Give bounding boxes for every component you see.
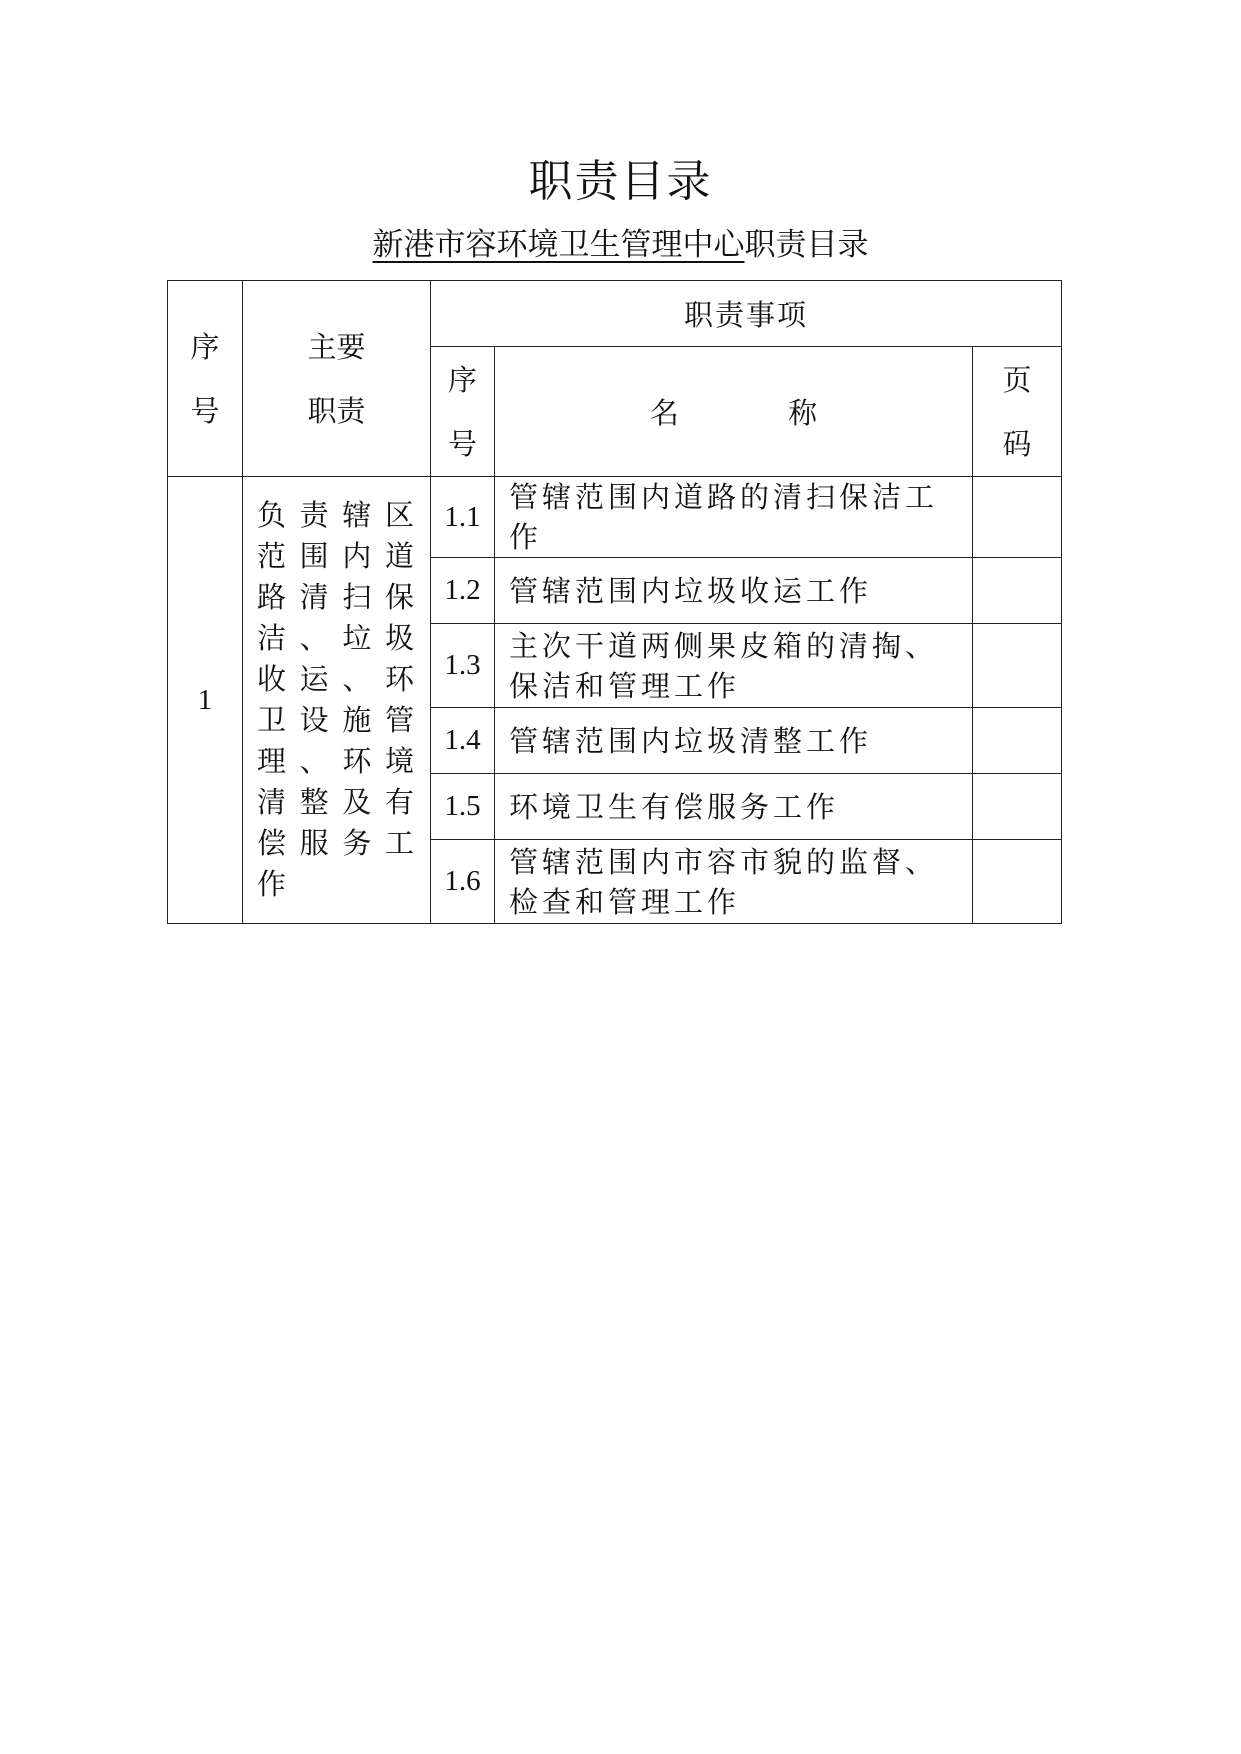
header-item-seq-line2: 号	[447, 426, 477, 461]
subtitle-suffix: 职责目录	[744, 227, 869, 263]
item-page	[973, 558, 1062, 624]
item-page	[973, 708, 1062, 774]
subtitle-org-name: 新港市容环境卫生管理中心	[372, 227, 745, 263]
item-page	[973, 840, 1062, 924]
item-name: 管辖范围内道路的清扫保洁工作	[495, 477, 973, 558]
header-page	[973, 347, 1062, 477]
header-item-seq-line1: 序	[447, 362, 477, 397]
header-items-group: 职责事项	[431, 281, 1062, 347]
item-name: 管辖范围内市容市貌的监督、检查和管理工作	[495, 840, 973, 924]
group-major-duty: 负责辖区范围内道路清扫保洁、垃圾收运、环卫设施管理、环境清整及有偿服务工作	[243, 477, 431, 924]
group-seq: 1	[168, 477, 243, 924]
item-name: 主次干道两侧果皮箱的清掏、保洁和管理工作	[495, 624, 973, 708]
header-major-line1: 主要	[307, 329, 366, 364]
header-item-name: 名 称	[495, 347, 973, 477]
header-page-line2: 码	[1002, 426, 1032, 461]
item-name: 环境卫生有偿服务工作	[495, 774, 973, 840]
header-seq	[168, 281, 243, 477]
item-index: 1.1	[431, 477, 495, 558]
item-name: 管辖范围内垃圾清整工作	[495, 708, 973, 774]
header-major-line2: 职责	[307, 393, 366, 428]
item-index: 1.2	[431, 558, 495, 624]
item-index: 1.3	[431, 624, 495, 708]
header-seq-line1: 序	[190, 329, 220, 364]
duty-table	[167, 280, 1062, 924]
item-index: 1.4	[431, 708, 495, 774]
item-page	[973, 477, 1062, 558]
document-title: 职责目录	[528, 156, 713, 207]
item-page	[973, 774, 1062, 840]
item-page	[973, 624, 1062, 708]
header-seq-line2: 号	[190, 393, 220, 428]
item-name: 管辖范围内垃圾收运工作	[495, 558, 973, 624]
header-major-duty	[243, 281, 431, 477]
item-index: 1.5	[431, 774, 495, 840]
document-subtitle	[0, 222, 1241, 268]
table-row	[168, 477, 1062, 558]
header-page-line1: 页	[1002, 362, 1032, 397]
header-item-seq	[431, 347, 495, 477]
item-index: 1.6	[431, 840, 495, 924]
